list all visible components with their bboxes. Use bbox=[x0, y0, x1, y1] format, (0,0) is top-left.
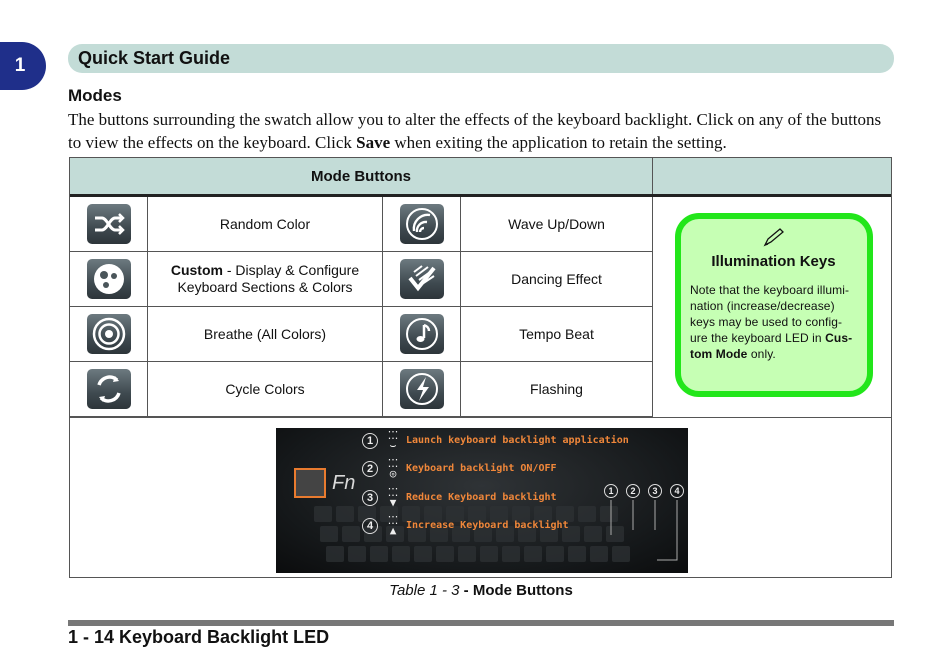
keyboard-key bbox=[314, 506, 332, 522]
leader-lines bbox=[596, 500, 686, 570]
keyboard-key bbox=[568, 546, 586, 562]
note-title: Illumination Keys bbox=[711, 253, 836, 270]
table-row bbox=[70, 362, 653, 417]
cycle-icon bbox=[87, 369, 131, 409]
keyboard-key bbox=[524, 546, 542, 562]
key-marker-1: 1 bbox=[604, 484, 618, 498]
table-row bbox=[70, 307, 653, 362]
mode-label-random-color: Random Color bbox=[148, 197, 383, 251]
keyboard-key bbox=[348, 546, 366, 562]
mode-label-tempo: Tempo Beat bbox=[461, 307, 653, 361]
keyboard-key bbox=[578, 506, 596, 522]
keyboard-backlight-image: Fn 1 ⁚⁚⁚ ⌣ Launch keyboard backlight application 2 ⁚⁚⁚ ◎ Keyboard backlight ON/OFF 3 ⁚⁚⁚ ▼ Reduce Keyboard backlight 4 ⁚⁚⁚ ▲ Increase Keyboard backlight 1 2 3 4 bbox=[276, 428, 688, 573]
lightning-icon bbox=[400, 369, 444, 409]
keyboard-image-cell bbox=[70, 417, 891, 578]
key-marker-4: 4 bbox=[670, 484, 684, 498]
table-row bbox=[70, 252, 653, 307]
music-note-icon bbox=[400, 314, 444, 354]
fn-key-icon bbox=[294, 468, 326, 498]
chapter-tab: 1 bbox=[0, 42, 46, 90]
mode-label-dancing: Dancing Effect bbox=[461, 252, 653, 306]
backlight-toggle-icon: ⁚⁚⁚ ◎ bbox=[387, 457, 399, 480]
keyboard-key bbox=[502, 546, 520, 562]
note-body: Note that the keyboard illumi-nation (increase/decrease) keys may be used to config-ure the keyboard LED in Cus-tom Mode only. bbox=[690, 283, 853, 361]
keyboard-key bbox=[458, 546, 476, 562]
table-header-row bbox=[70, 158, 891, 197]
mode-label-wave: Wave Up/Down bbox=[461, 197, 653, 251]
key-marker-2: 2 bbox=[626, 484, 640, 498]
fn-label: Fn bbox=[332, 472, 356, 494]
illumination-note bbox=[675, 213, 873, 397]
keyboard-key bbox=[546, 546, 564, 562]
keyboard-key bbox=[320, 526, 338, 542]
keyboard-key bbox=[414, 546, 432, 562]
backlight-down-icon: ⁚⁚⁚ ▼ bbox=[387, 486, 399, 509]
mode-label-cycle: Cycle Colors bbox=[148, 362, 383, 416]
keyboard-key bbox=[436, 546, 454, 562]
wave-icon bbox=[400, 204, 444, 244]
keyboard-key bbox=[342, 526, 360, 542]
mode-grid bbox=[70, 197, 653, 417]
breathe-icon bbox=[87, 314, 131, 354]
footer-title: 1 - 14 Keyboard Backlight LED bbox=[68, 627, 330, 647]
page-header: Quick Start Guide bbox=[68, 44, 894, 73]
keyboard-key bbox=[336, 506, 354, 522]
footer-rule bbox=[68, 620, 894, 626]
key-marker-3: 3 bbox=[648, 484, 662, 498]
custom-dots-icon bbox=[87, 259, 131, 299]
pencil-icon bbox=[761, 227, 787, 247]
dancing-icon bbox=[400, 259, 444, 299]
keyboard-key bbox=[480, 546, 498, 562]
table-row bbox=[70, 197, 653, 252]
keyboard-key bbox=[392, 546, 410, 562]
save-keyword: Save bbox=[356, 133, 391, 152]
section-title: Modes bbox=[68, 86, 122, 105]
launch-app-icon: ⁚⁚⁚ ⌣ bbox=[387, 429, 399, 452]
note-column bbox=[653, 197, 891, 417]
keyboard-key bbox=[370, 546, 388, 562]
keyboard-key bbox=[326, 546, 344, 562]
mode-label-flashing: Flashing bbox=[461, 362, 653, 416]
table-header: Mode Buttons bbox=[70, 158, 653, 194]
shuffle-icon bbox=[87, 204, 131, 244]
table-caption: Table 1 - 3 - Mode Buttons bbox=[389, 582, 573, 599]
mode-label-custom: Custom - Display & Configure Keyboard Sections & Colors bbox=[148, 252, 383, 306]
mode-buttons-table bbox=[69, 157, 892, 578]
intro-paragraph: The buttons surrounding the swatch allow you to alter the effects of the keyboard backlight. Click on any of the buttons to view the effects on the keyboard. Click Save when exiting the application to retain the setting. bbox=[68, 110, 882, 152]
mode-label-breathe: Breathe (All Colors) bbox=[148, 307, 383, 361]
backlight-up-icon: ⁚⁚⁚ ▲ bbox=[387, 514, 399, 537]
